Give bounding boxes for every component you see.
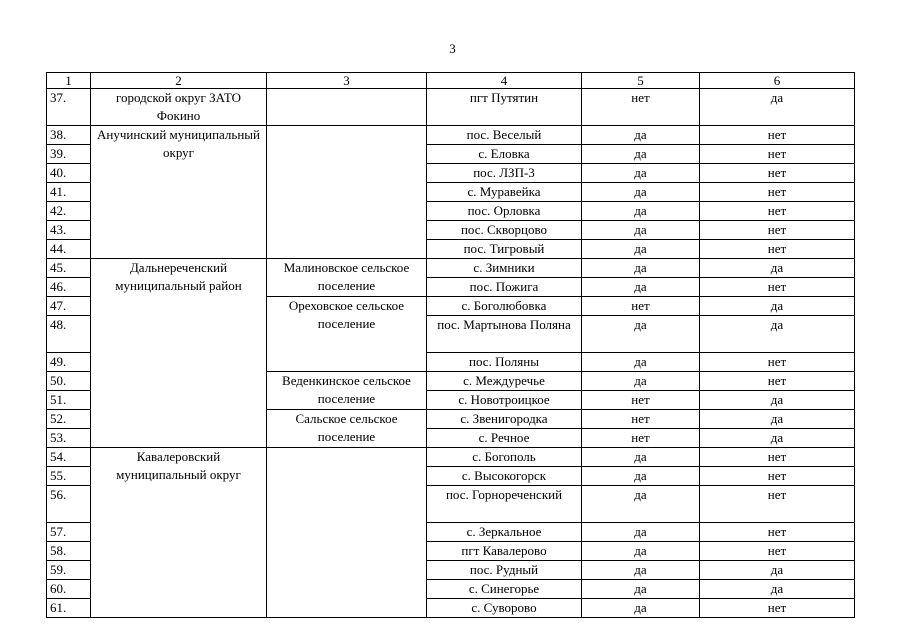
- locality-cell: с. Зимники: [427, 259, 582, 278]
- table-row: [47, 89, 855, 126]
- row-number: 51.: [47, 391, 91, 410]
- col5-cell: нет: [582, 297, 700, 316]
- locality-cell: пгт Кавалерово: [427, 542, 582, 561]
- locality-cell: пос. Веселый: [427, 126, 582, 145]
- row-number: 61.: [47, 599, 91, 618]
- col6-cell: нет: [700, 448, 855, 467]
- col5-cell: да: [582, 372, 700, 391]
- locality-cell: пос. Орловка: [427, 202, 582, 221]
- settlement-cell: [267, 126, 427, 259]
- locality-cell: с. Междуречье: [427, 372, 582, 391]
- row-number: 57.: [47, 523, 91, 542]
- col5-cell: нет: [582, 429, 700, 448]
- column-header: 4: [427, 73, 582, 89]
- row-number: 58.: [47, 542, 91, 561]
- row-number: 45.: [47, 259, 91, 278]
- col6-cell: да: [700, 561, 855, 580]
- row-number: 48.: [47, 316, 91, 335]
- col5-cell: да: [582, 561, 700, 580]
- col6-cell: нет: [700, 542, 855, 561]
- col6-cell: нет: [700, 353, 855, 372]
- locality-cell: с. Боголюбовка: [427, 297, 582, 316]
- row-number: 56.: [47, 486, 91, 505]
- col5-cell: да: [582, 580, 700, 599]
- settlement-cell: Малиновское сельское поселение: [267, 259, 427, 297]
- row-number: 46.: [47, 278, 91, 297]
- settlement-cell: [267, 89, 427, 126]
- locality-cell: пос. Поляны: [427, 353, 582, 372]
- row-number: 55.: [47, 467, 91, 486]
- row-number: 50.: [47, 372, 91, 391]
- col6-cell: да: [700, 410, 855, 429]
- col5-cell: да: [582, 316, 700, 353]
- row-number: 60.: [47, 580, 91, 599]
- col6-cell: нет: [700, 240, 855, 259]
- row-number: 40.: [47, 164, 91, 183]
- column-header: 2: [91, 73, 267, 89]
- col6-cell: нет: [700, 164, 855, 183]
- col5-cell: да: [582, 202, 700, 221]
- row-number: 38.: [47, 126, 91, 145]
- col6-cell: да: [700, 259, 855, 278]
- table-header-row: [47, 73, 855, 89]
- col5-cell: да: [582, 164, 700, 183]
- locality-cell: пос. Горнореченский: [427, 486, 582, 523]
- col5-cell: да: [582, 240, 700, 259]
- col6-cell: нет: [700, 145, 855, 164]
- col5-cell: да: [582, 259, 700, 278]
- col5-cell: да: [582, 183, 700, 202]
- col6-cell: нет: [700, 278, 855, 297]
- row-number: 49.: [47, 353, 91, 372]
- col5-cell: да: [582, 599, 700, 618]
- col5-cell: да: [582, 126, 700, 145]
- locality-cell: пос. Мартынова Поляна: [427, 316, 582, 353]
- table-row: [47, 259, 855, 278]
- row-number: 43.: [47, 221, 91, 240]
- locality-cell: с. Синегорье: [427, 580, 582, 599]
- municipality-cell: Дальнереченский муниципальный район: [91, 259, 267, 448]
- col6-cell: да: [700, 89, 855, 126]
- col5-cell: да: [582, 523, 700, 542]
- page-number: 3: [449, 41, 456, 56]
- locality-cell: пос. Пожига: [427, 278, 582, 297]
- locality-cell: пос. Скворцово: [427, 221, 582, 240]
- column-header: 5: [582, 73, 700, 89]
- locality-cell: пос. ЛЗП-3: [427, 164, 582, 183]
- column-header: 3: [267, 73, 427, 89]
- locality-cell: с. Богополь: [427, 448, 582, 467]
- municipality-cell: Кавалеровский муниципальный округ: [91, 448, 267, 618]
- locality-cell: с. Зеркальное: [427, 523, 582, 542]
- col5-cell: нет: [582, 391, 700, 410]
- col5-cell: да: [582, 353, 700, 372]
- col5-cell: да: [582, 278, 700, 297]
- table-row: [47, 448, 855, 467]
- row-number: 42.: [47, 202, 91, 221]
- col6-cell: нет: [700, 523, 855, 542]
- locality-cell: с. Высокогорск: [427, 467, 582, 486]
- col5-cell: нет: [582, 89, 700, 126]
- col5-cell: да: [582, 486, 700, 523]
- locality-cell: с. Звенигородка: [427, 410, 582, 429]
- col5-cell: да: [582, 467, 700, 486]
- column-header: 6: [700, 73, 855, 89]
- row-number-continuation: [47, 504, 91, 523]
- settlement-cell: Сальское сельское поселение: [267, 410, 427, 448]
- row-number: 54.: [47, 448, 91, 467]
- col6-cell: да: [700, 429, 855, 448]
- col5-cell: да: [582, 145, 700, 164]
- row-number: 47.: [47, 297, 91, 316]
- settlements-table: [46, 72, 855, 618]
- row-number: 39.: [47, 145, 91, 164]
- row-number: 44.: [47, 240, 91, 259]
- col6-cell: нет: [700, 183, 855, 202]
- col6-cell: нет: [700, 486, 855, 523]
- municipality-cell: городской округ ЗАТО Фокино: [91, 89, 267, 126]
- col6-cell: да: [700, 391, 855, 410]
- table-row: [47, 126, 855, 145]
- row-number: 53.: [47, 429, 91, 448]
- locality-cell: с. Речное: [427, 429, 582, 448]
- col6-cell: нет: [700, 126, 855, 145]
- col6-cell: да: [700, 580, 855, 599]
- locality-cell: пос. Тигровый: [427, 240, 582, 259]
- col6-cell: нет: [700, 202, 855, 221]
- col6-cell: нет: [700, 221, 855, 240]
- row-number: 37.: [47, 89, 91, 126]
- settlement-cell: [267, 448, 427, 618]
- col5-cell: да: [582, 542, 700, 561]
- locality-cell: с. Еловка: [427, 145, 582, 164]
- col6-cell: да: [700, 297, 855, 316]
- col5-cell: да: [582, 448, 700, 467]
- locality-cell: с. Суворово: [427, 599, 582, 618]
- col6-cell: нет: [700, 467, 855, 486]
- settlement-cell: Веденкинское сельское поселение: [267, 372, 427, 410]
- locality-cell: пос. Рудный: [427, 561, 582, 580]
- locality-cell: пгт Путятин: [427, 89, 582, 126]
- col6-cell: да: [700, 316, 855, 353]
- col6-cell: нет: [700, 372, 855, 391]
- col6-cell: нет: [700, 599, 855, 618]
- row-number: 59.: [47, 561, 91, 580]
- col5-cell: нет: [582, 410, 700, 429]
- row-number: 41.: [47, 183, 91, 202]
- row-number: 52.: [47, 410, 91, 429]
- settlement-cell: Ореховское сельское поселение: [267, 297, 427, 372]
- municipality-cell: Анучинский муниципальный округ: [91, 126, 267, 259]
- locality-cell: с. Новотроицкое: [427, 391, 582, 410]
- row-number-continuation: [47, 334, 91, 353]
- locality-cell: с. Муравейка: [427, 183, 582, 202]
- col5-cell: да: [582, 221, 700, 240]
- column-header: 1: [47, 73, 91, 89]
